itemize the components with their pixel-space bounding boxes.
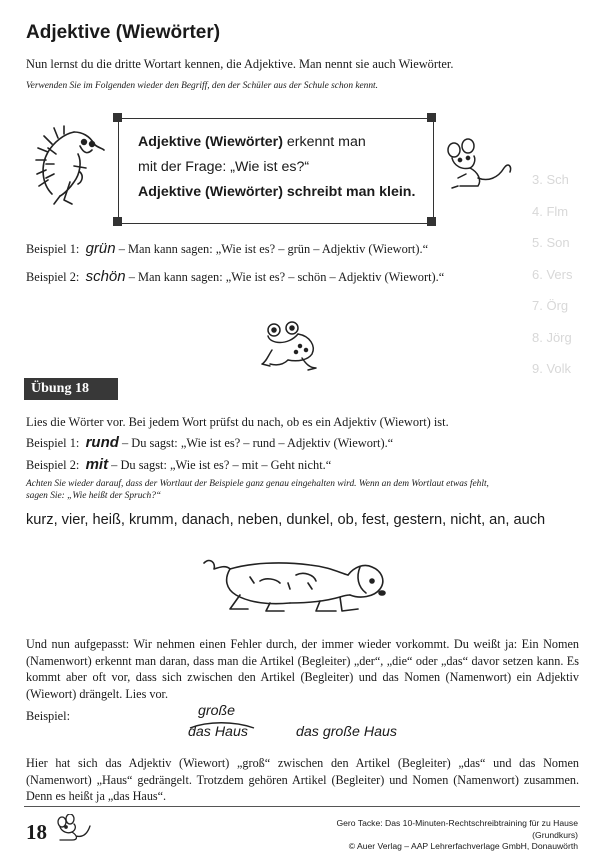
footer-mouse-icon (54, 814, 94, 842)
corner-marker (427, 217, 436, 226)
page-number: 18 (26, 820, 47, 844)
exercise-example-2: Beispiel 2: mit – Du sagst: „Wie ist es? – mit – Geht nicht.“ (26, 456, 332, 473)
footer-divider (24, 806, 580, 807)
frog-illustration (258, 320, 322, 372)
corner-marker (427, 113, 436, 122)
rule-line-1: Adjektive (Wiewörter) erkennt man (138, 134, 366, 150)
mouse-illustration (444, 138, 514, 190)
exercise-word-list: kurz, vier, heiß, krumm, danach, neben, dunkel, ob, fest, gestern, nicht, an, auch (26, 512, 546, 528)
rule-line-2: mit der Frage: „Wie ist es?“ (138, 159, 310, 175)
show-through-text: 3. Sch 4. Flm 5. Son 6. Vers 7. Örg 8. Jörg 9. Volk (532, 172, 573, 376)
closing-paragraph: Hier hat sich das Adjektiv (Wiewort) „groß“ zwischen den Artikel (Begleiter) „das“ und das Nomen (Namenwort) „Haus“ gedrängelt. Trotzdem gehören Artikel (Begleiter) und Nomen (Namenwort) zusammen. Denn es heißt ja „das Haus“. (26, 756, 579, 803)
exercise-example-1: Beispiel 1: rund – Du sagst: „Wie ist es? – rund – Adjektiv (Wiewort).“ (26, 434, 394, 451)
rule-line-3: Adjektive (Wiewörter) schreibt man klein. (138, 184, 416, 200)
exercise-teacher-note-2: sagen Sie: „Wie heißt der Spruch?“ (26, 491, 162, 501)
exercise-instruction: Lies die Wörter vor. Bei jedem Wort prüfst du nach, ob es ein Adjektiv (Wiewort) ist. (26, 415, 449, 429)
example-result: das große Haus (296, 724, 397, 740)
example-2: Beispiel 2: schön – Man kann sagen: „Wie ist es? – schön – Adjektiv (Wiewort).“ (26, 268, 445, 285)
corner-marker (113, 113, 122, 122)
exercise-teacher-note-1: Achten Sie wieder darauf, dass der Wortlaut der Beispiele ganz genau eingehalten wird. Wenn an dem Wortlaut etwas fehlt, (26, 479, 489, 489)
example-1: Beispiel 1: grün – Man kann sagen: „Wie ist es? – grün – Adjektiv (Wiewort).“ (26, 240, 429, 257)
attention-paragraph: Und nun aufgepasst: Wir nehmen einen Fehler durch, der immer wieder vorkommt. Du weißt ja: Ein Nomen (Namenwort) erkennt man daran, dass man die Artikel (Begleiter) „der“, „die“ oder „das“ davor setzen kann. Es kommt aber oft vor, dass sich zwischen den Artikel (Begleiter) und das Nomen (Namenwort) ein Adjektiv (Wiewort) drängelt. Lies vor. (26, 637, 579, 701)
intro-text: Nun lernst du die dritte Wortart kennen, die Adjektive. Man nennt sie auch Wiewörter. (26, 57, 454, 71)
corner-marker (113, 217, 122, 226)
example-base: das Haus (188, 724, 248, 740)
example-label: Beispiel: (26, 709, 71, 723)
teacher-note: Verwenden Sie im Folgenden wieder den Begriff, den der Schüler aus der Schule schon kennt. (26, 81, 378, 91)
hedgehog-illustration (34, 124, 114, 208)
inserted-adjective: große (198, 703, 236, 719)
dog-illustration (200, 553, 390, 615)
exercise-badge: Übung 18 (24, 378, 118, 400)
page-title: Adjektive (Wiewörter) (26, 22, 221, 43)
footer-credits: Gero Tacke: Das 10-Minuten-Rechtschreibtraining für zu Hause (Grundkurs) © Auer Verlag – AAP Lehrerfachverlage GmbH, Donauwörth (336, 818, 578, 851)
